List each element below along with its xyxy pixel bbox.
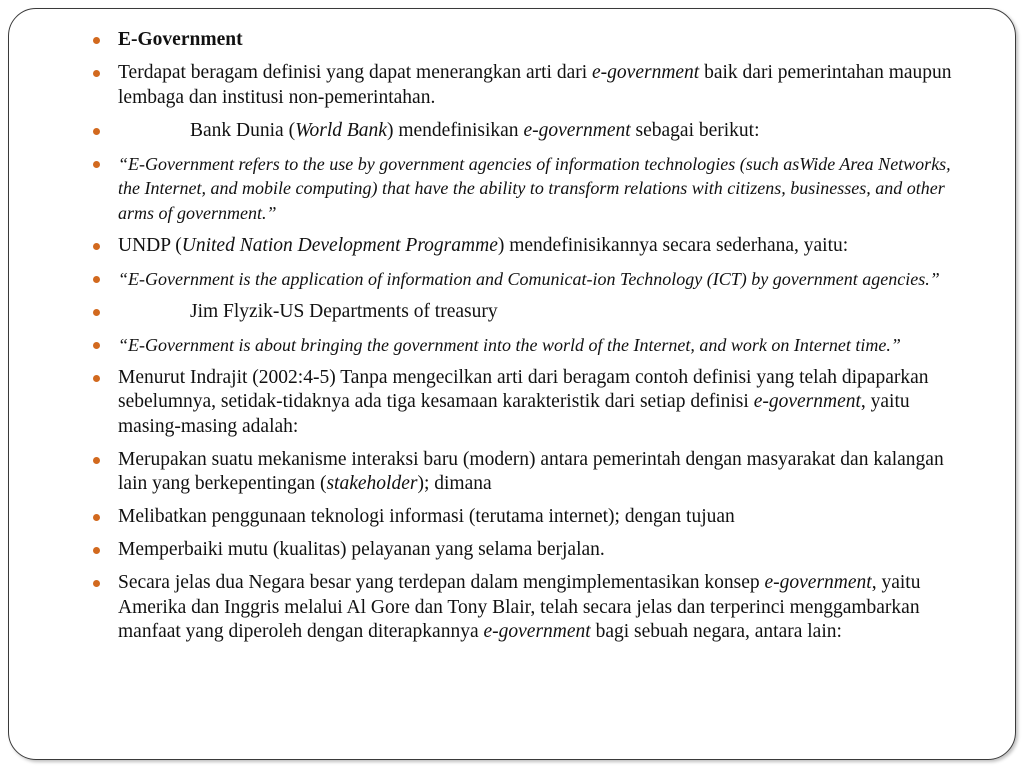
bullet-item (92, 119, 972, 144)
bullet-text: Jim Flyzik-US Departments of treasury (190, 300, 498, 322)
bullet-text: E-Government (118, 29, 243, 50)
bullet-text: ); dimana (417, 473, 492, 494)
bullet-text: UNDP ( (118, 234, 182, 256)
bullet-text: e-government (753, 391, 861, 412)
bullet-item (92, 448, 972, 497)
bullet-item (92, 505, 972, 530)
bullet-item (92, 333, 972, 358)
bullet-text: “E-Government refers to the use by government agencies of information technologies (such asWide Area Networks, the Internet, and mobile computing) that have the ability to transform relations with citizens, businesses, and other arms of government.” (118, 153, 951, 223)
bullet-text: , yaitu Amerika dan Inggris melalui Al Gore dan Tony Blair, telah secara jelas dan terperinci menggambarkan manfaat yang diperoleh dengan diterapkannya (118, 572, 921, 642)
bullet-item (92, 28, 972, 53)
bullet-text: World Bank (295, 119, 387, 141)
bullet-text: Merupakan suatu mekanisme interaksi baru (modern) antara pemerintah dengan masyarakat dan kalangan lain yang berkepentingan ( (118, 448, 944, 494)
bullet-text: ) mendefinisikan (386, 119, 524, 141)
bullet-item (92, 267, 972, 292)
bullet-text: e-government (592, 62, 700, 83)
bullet-item (92, 234, 972, 259)
bullet-list (92, 28, 972, 653)
bullet-text: Melibatkan penggunaan teknologi informasi (terutama internet); dengan tujuan (118, 506, 735, 527)
bullet-text: Menurut Indrajit (2002:4-5) Tanpa mengecilkan arti dari beragam contoh definisi yang telah dipaparkan sebelumnya, setidak-tidaknya ada tiga kesamaan karakteristik dari setiap definisi (118, 366, 929, 412)
bullet-item (92, 300, 972, 325)
bullet-text: e-government (483, 621, 591, 642)
bullet-text: e-government (764, 572, 872, 593)
bullet-text: bagi sebuah negara, antara lain: (590, 621, 842, 642)
bullet-item (92, 571, 972, 645)
bullet-text: Terdapat beragam definisi yang dapat menerangkan arti dari (118, 62, 593, 83)
bullet-text: Memperbaiki mutu (kualitas) pelayanan yang selama berjalan. (118, 539, 605, 560)
bullet-text: United Nation Development Programme (181, 234, 498, 256)
bullet-text: baik dari pemerintahan maupun lembaga dan institusi non-pemerintahan. (118, 62, 952, 108)
bullet-text: “E-Government is about bringing the government into the world of the Internet, and work on Internet time.” (118, 334, 901, 355)
bullet-item (92, 61, 972, 110)
bullet-text: ) mendefinisikannya secara sederhana, yaitu: (497, 234, 849, 256)
bullet-item (92, 366, 972, 440)
bullet-text: Secara jelas dua Negara besar yang terdepan dalam mengimplementasikan konsep (118, 572, 765, 593)
bullet-item (92, 152, 972, 226)
bullet-text: e-government (523, 119, 631, 141)
bullet-text: stakeholder (326, 473, 418, 494)
bullet-item (92, 538, 972, 563)
bullet-text: , yaitu masing-masing adalah: (118, 391, 910, 437)
bullet-text: Bank Dunia ( (190, 119, 296, 141)
bullet-text: sebagai berikut: (630, 119, 760, 141)
bullet-text: “E-Government is the application of information and Comunicat-ion Technology (ICT) by government agencies.” (118, 268, 940, 289)
